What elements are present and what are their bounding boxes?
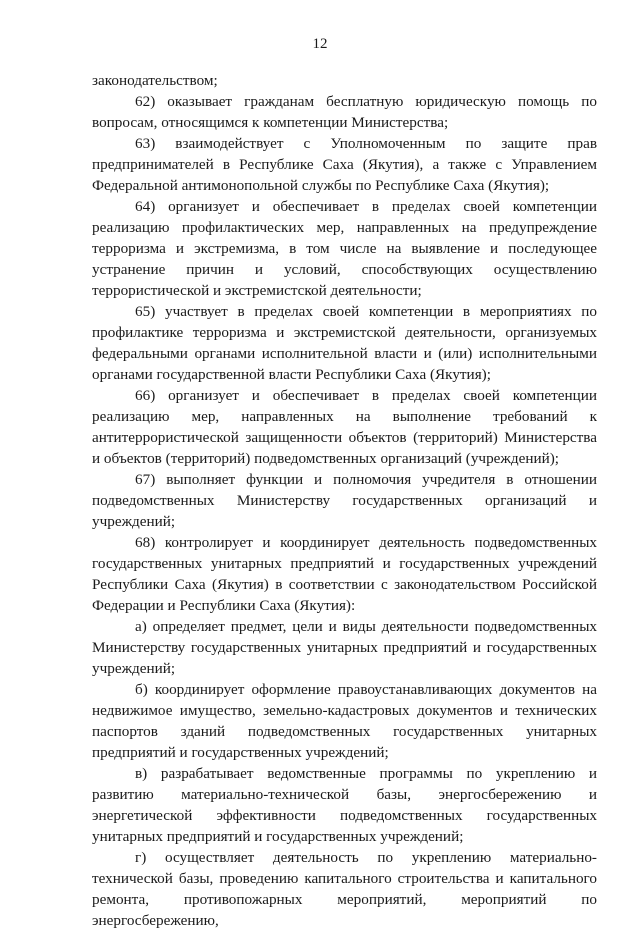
document-body [92,70,597,931]
paragraph: 63) взаимодействует с Уполномоченным по защите прав предпринимателей в Республике Саха (Якутия), а также с Управлением Федеральной антимонопольной службы по Республике Саха (Якутия); [92,135,597,194]
paragraph: 65) участвует в пределах своей компетенции в мероприятиях по профилактике терроризма и экстремистской деятельности, организуемых федеральными органами исполнительной власти и (или) исполнительными органами государственной власти Республики Саха (Якутия); [92,303,597,383]
paragraph: 66) организует и обеспечивает в пределах своей компетенции реализацию мер, направленных на выполнение требований к антитеррористической защищенности объектов (территорий) Министерства и объектов (территорий) подведомственных организаций (учреждений); [92,387,597,467]
paragraph: 64) организует и обеспечивает в пределах своей компетенции реализацию профилактических мер, направленных на предупреждение терроризма и экстремизма, в том числе на выявление и последующее устранение причин и условий, способствующих осуществлению террористической и экстремистской деятельности; [92,198,597,299]
paragraph: г) осуществляет деятельность по укреплению материально-технической базы, проведению капитального строительства и капитального ремонта, противопожарных мероприятий, мероприятий по энергосбережению, [92,849,597,929]
paragraph: в) разрабатывает ведомственные программы по укреплению и развитию материально-технической базы, энергосбережению и энергетической эффективности подведомственных государственных унитарных предприятий и государственных учреждений; [92,765,597,845]
paragraph: а) определяет предмет, цели и виды деятельности подведомственных Министерству государственных унитарных предприятий и государственных учреждений; [92,618,597,677]
paragraph: 68) контролирует и координирует деятельность подведомственных государственных унитарных предприятий и государственных учреждений Республики Саха (Якутия) в соответствии с законодательством Российской Федерации и Республики Саха (Якутия): [92,534,597,614]
paragraph: 62) оказывает гражданам бесплатную юридическую помощь по вопросам, относящимся к компетенции Министерства; [92,93,597,131]
paragraph: законодательством; [92,72,218,89]
paragraph: б) координирует оформление правоустанавливающих документов на недвижимое имущество, земельно-кадастровых документов и технических паспортов зданий подведомственных государственных унитарных предприятий и государственных учреждений; [92,681,597,761]
page-number: 12 [312,36,328,52]
paragraph: 67) выполняет функции и полномочия учредителя в отношении подведомственных Министерству государственных организаций и учреждений; [92,471,597,530]
